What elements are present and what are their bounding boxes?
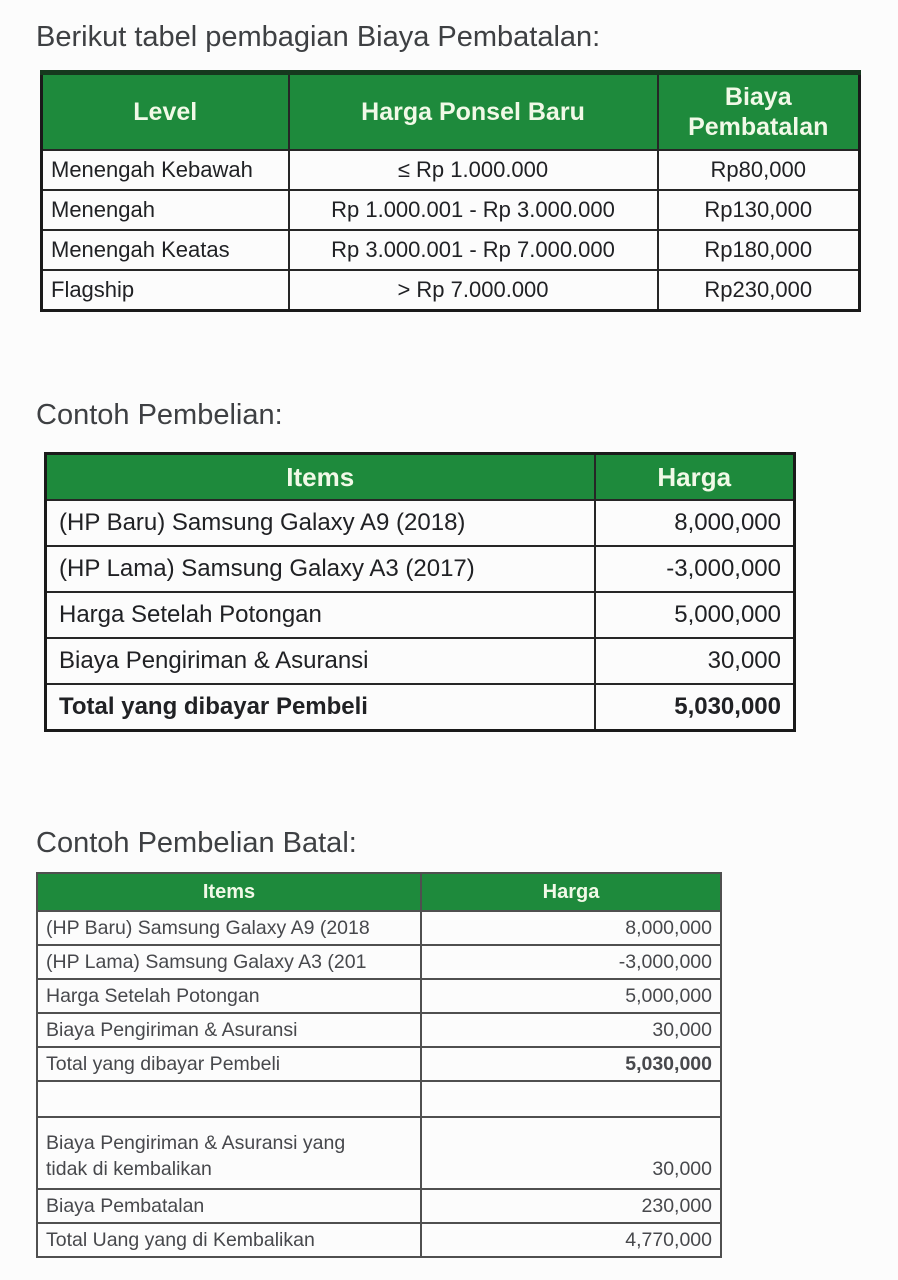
table-cell: (HP Baru) Samsung Galaxy A9 (2018: [37, 911, 421, 945]
table-row: [37, 1047, 721, 1081]
column-header-harga-ponsel-baru: Harga Ponsel Baru: [289, 73, 658, 151]
table-cell: Flagship: [42, 270, 289, 311]
table-row: [37, 1223, 721, 1257]
table-row: [46, 638, 795, 684]
table-cell: Harga Setelah Potongan: [46, 592, 595, 638]
column-header-items: Items: [37, 873, 421, 911]
table-cell: Total yang dibayar Pembeli: [37, 1047, 421, 1081]
table-cell: 5,030,000: [595, 684, 795, 731]
table-row: [37, 1081, 721, 1117]
table-cell: Rp80,000: [658, 150, 860, 190]
table-cell: 8,000,000: [595, 500, 795, 546]
table-cell: 5,000,000: [595, 592, 795, 638]
column-header-level: Level: [42, 73, 289, 151]
cancelled-purchase-table: [36, 872, 722, 1258]
table-header-row: [37, 873, 721, 911]
table-row: [42, 190, 860, 230]
table-cell: -3,000,000: [421, 945, 721, 979]
table-cell: Rp230,000: [658, 270, 860, 311]
table-cell: (HP Lama) Samsung Galaxy A3 (201: [37, 945, 421, 979]
table-cell: 230,000: [421, 1189, 721, 1223]
column-header-items: Items: [46, 454, 595, 501]
table-row: [42, 150, 860, 190]
section-contoh-pembelian-batal: [0, 826, 898, 1258]
table-cell: 5,000,000: [421, 979, 721, 1013]
table-cell: Biaya Pengiriman & Asuransi: [37, 1013, 421, 1047]
section-heading-biaya-pembatalan: Berikut tabel pembagian Biaya Pembatalan:: [36, 21, 601, 53]
table-cell: Rp130,000: [658, 190, 860, 230]
section-contoh-pembelian: [0, 398, 898, 732]
table-cell: [421, 1081, 721, 1117]
table-row: [46, 592, 795, 638]
table-cell: Menengah: [42, 190, 289, 230]
table-cell: (HP Lama) Samsung Galaxy A3 (2017): [46, 546, 595, 592]
table-header-row: [42, 73, 860, 151]
table-row: [37, 945, 721, 979]
section-heading-contoh-pembelian: Contoh Pembelian:: [36, 399, 283, 431]
table-cell: Rp 1.000.001 - Rp 3.000.000: [289, 190, 658, 230]
table-cell: Total Uang yang di Kembalikan: [37, 1223, 421, 1257]
table-cell: Rp 3.000.001 - Rp 7.000.000: [289, 230, 658, 270]
table-cell: 30,000: [595, 638, 795, 684]
table-row: [42, 270, 860, 311]
table-row: [37, 1013, 721, 1047]
table-cell: 30,000: [421, 1117, 721, 1189]
table-cell: -3,000,000: [595, 546, 795, 592]
table-row: [46, 684, 795, 731]
cancellation-fee-table: [40, 70, 861, 312]
table-row: [46, 500, 795, 546]
table-cell: Biaya Pengiriman & Asuransi: [46, 638, 595, 684]
table-row: [42, 230, 860, 270]
table-cell: 5,030,000: [421, 1047, 721, 1081]
table-cell: 8,000,000: [421, 911, 721, 945]
column-header-harga: Harga: [421, 873, 721, 911]
table-cell: Menengah Kebawah: [42, 150, 289, 190]
table-row: [37, 1117, 721, 1189]
table-header-row: [46, 454, 795, 501]
table-cell: (HP Baru) Samsung Galaxy A9 (2018): [46, 500, 595, 546]
table-cell: Menengah Keatas: [42, 230, 289, 270]
table-row: [37, 911, 721, 945]
column-header-biaya-pembatalan: Biaya Pembatalan: [658, 73, 860, 151]
purchase-example-table: [44, 452, 796, 732]
table-cell: ≤ Rp 1.000.000: [289, 150, 658, 190]
table-row: [37, 1189, 721, 1223]
table-cell: Biaya Pembatalan: [37, 1189, 421, 1223]
table-cell: Harga Setelah Potongan: [37, 979, 421, 1013]
table-cell: [37, 1081, 421, 1117]
section-biaya-pembatalan: [0, 0, 898, 312]
table-cell: 4,770,000: [421, 1223, 721, 1257]
table-row: [46, 546, 795, 592]
column-header-harga: Harga: [595, 454, 795, 501]
table-cell: 30,000: [421, 1013, 721, 1047]
table-cell: Total yang dibayar Pembeli: [46, 684, 595, 731]
table-cell: > Rp 7.000.000: [289, 270, 658, 311]
table-cell: Rp180,000: [658, 230, 860, 270]
section-heading-contoh-pembelian-batal: Contoh Pembelian Batal:: [36, 827, 357, 859]
table-cell: Biaya Pengiriman & Asuransi yang tidak di kembalikan: [37, 1117, 421, 1189]
table-row: [37, 979, 721, 1013]
